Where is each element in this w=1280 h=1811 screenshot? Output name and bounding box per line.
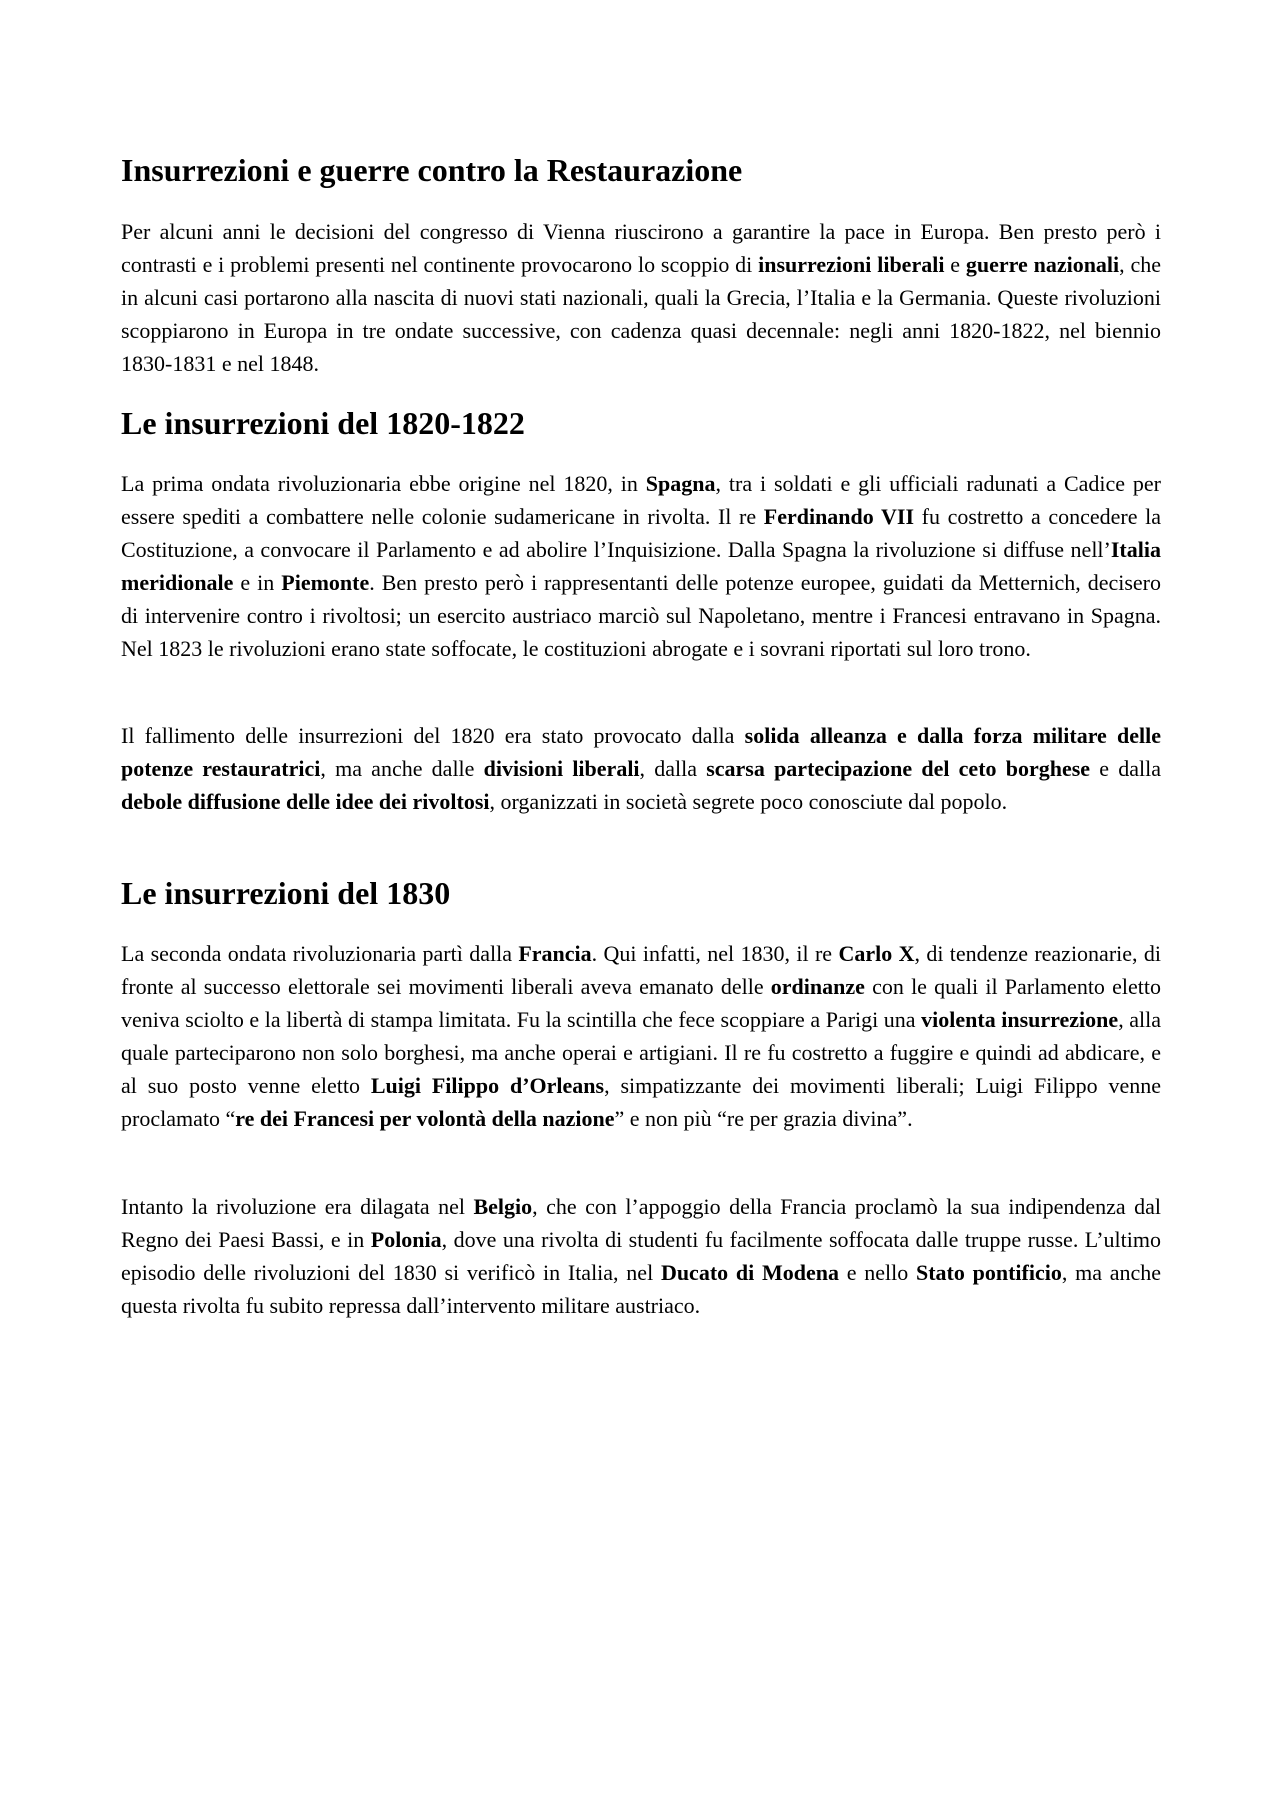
bold-term: solida alleanza e dalla forza militare delle potenze restauratrici xyxy=(121,723,1162,781)
bold-term: Italia meridionale xyxy=(121,537,1161,595)
bold-term: Spagna xyxy=(645,471,716,496)
paragraph-1830-first: La seconda ondata rivoluzionaria partì dalla Francia. Qui infatti, nel 1830, il re Carlo X, di tendenze reazionarie, di fronte al successo elettorale sei movimenti liberali aveva emanato delle ordinanze con le quali il Parlamento eletto veniva sciolto e la libertà di stampa limitata. Fu la scintilla che fece scoppiare a Parigi una violenta insurrezione, alla quale parteciparono non solo borghesi, ma anche operai e artigiani. Il re fu costretto a fuggire e quindi ad abdicare, e al suo posto venne eletto Luigi Filippo d’Orleans, simpatizzante dei movimenti liberali; Luigi Filippo venne proclamato “re dei Francesi per volontà della nazione” e non più “re per grazia divina”. xyxy=(121,941,1162,1131)
bold-term: debole diffusione delle idee dei rivoltosi xyxy=(121,789,490,814)
bold-term: Carlo X xyxy=(838,941,915,966)
section-heading-1830: Le insurrezioni del 1830 xyxy=(121,875,451,911)
paragraph-restaurazione: Per alcuni anni le decisioni del congresso di Vienna riuscirono a garantire la pace in Europa. Ben presto però i contrasti e i problemi presenti nel continente provocarono lo scoppio di insurrezioni liberali e guerre nazionali, che in alcuni casi portarono alla nascita di nuovi stati nazionali, quali la Grecia, l’Italia e la Germania. Queste rivoluzioni scoppiarono in Europa in tre ondate successive, con cadenza quasi decennale: negli anni 1820-1822, nel biennio 1830-1831 e nel 1848. xyxy=(121,219,1162,376)
bold-term: violenta insurrezione xyxy=(921,1007,1119,1032)
bold-term: Francia xyxy=(518,941,592,966)
bold-term: guerre nazionali xyxy=(965,252,1120,277)
paragraph-1820-first: La prima ondata rivoluzionaria ebbe origine nel 1820, in Spagna, tra i soldati e gli ufficiali radunati a Cadice per essere spediti a combattere nelle colonie sudamericane in rivolta. Il re Ferdinando VII fu costretto a concedere la Costituzione, a convocare il Parlamento e ad abolire l’Inquisizione. Dalla Spagna la rivoluzione si diffuse nell’Italia meridionale e in Piemonte. Ben presto però i rappresentanti delle potenze europee, guidati da Metternich, decisero di intervenire contro i rivoltosi; un esercito austriaco marciò sul Napoletano, mentre i Francesi entravano in Spagna. Nel 1823 le rivoluzioni erano state soffocate, le costituzioni abrogate e i sovrani riportati sul loro trono. xyxy=(121,471,1162,661)
bold-term: Luigi Filippo d’Orleans xyxy=(370,1073,605,1098)
bold-term: scarsa partecipazione del ceto borghese xyxy=(706,756,1091,781)
bold-term: divisioni liberali xyxy=(483,756,640,781)
section-heading-restaurazione: Insurrezioni e guerre contro la Restaurazione xyxy=(121,152,743,188)
section-heading-1820-1822: Le insurrezioni del 1820-1822 xyxy=(121,405,525,441)
bold-term: re dei Francesi per volontà della nazione xyxy=(235,1106,615,1131)
bold-term: Stato pontificio xyxy=(916,1260,1062,1285)
bold-term: Piemonte xyxy=(281,570,370,595)
paragraph-1830-second: Intanto la rivoluzione era dilagata nel Belgio, che con l’appoggio della Francia proclamò la sua indipendenza dal Regno dei Paesi Bassi, e in Polonia, dove una rivolta di studenti fu facilmente soffocata dalle truppe russe. L’ultimo episodio delle rivoluzioni del 1830 si verificò in Italia, nel Ducato di Modena e nello Stato pontificio, ma anche questa rivolta fu subito repressa dall’intervento militare austriaco. xyxy=(121,1194,1162,1318)
bold-term: ordinanze xyxy=(770,974,865,999)
bold-term: Polonia xyxy=(370,1227,442,1252)
bold-term: Belgio xyxy=(473,1194,533,1219)
bold-term: Ducato di Modena xyxy=(660,1260,839,1285)
bold-term: Ferdinando VII xyxy=(763,504,915,529)
paragraph-1820-second: Il fallimento delle insurrezioni del 1820 era stato provocato dalla solida alleanza e dalla forza militare delle potenze restauratrici, ma anche dalle divisioni liberali, dalla scarsa partecipazione del ceto borghese e dalla debole diffusione delle idee dei rivoltosi, organizzati in società segrete poco conosciute dal popolo. xyxy=(121,723,1162,814)
bold-term: insurrezioni liberali xyxy=(758,252,945,277)
